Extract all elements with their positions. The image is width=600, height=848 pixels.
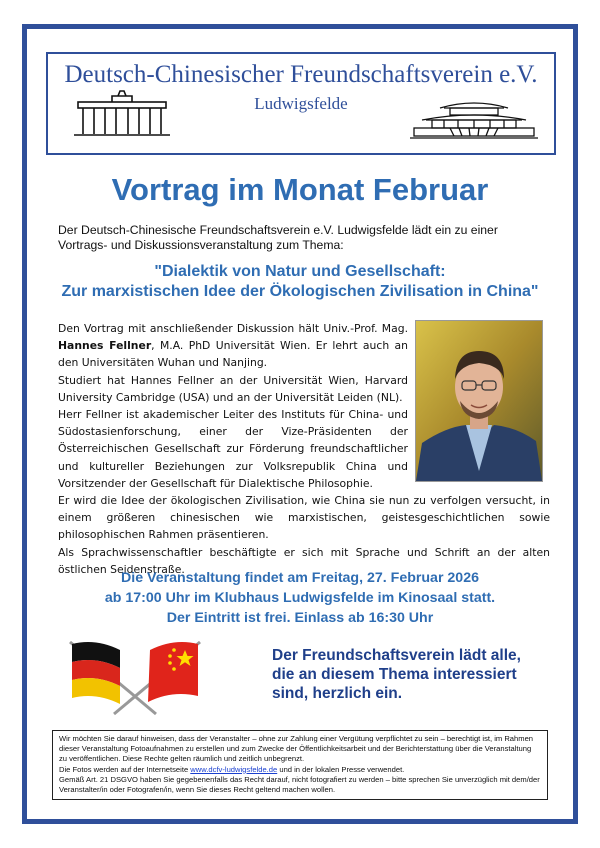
bio-paragraph-3: Herr Fellner ist akademischer Leiter des Instituts für China- und Südostasienforschung, einer der Vize-Präsidenten der Österreichischen Gesellschaft zur Förderung freundschaftlicher und kultureller Beziehungen zur Volksrepublik China und Vorsitzender der Gesellschaft für Dialektische Philosophie. [58,408,408,490]
event-time-location: ab 17:00 Uhr im Klubhaus Ludwigsfelde im Kinosaal statt. [104,590,496,606]
header-banner [46,52,556,155]
bio-paragraph-2: Studiert hat Hannes Fellner an der Universität Wien, Harvard University Cambridge (USA) und an der Universität Leiden (NL). [58,373,408,404]
intro-text: Der Deutsch-Chinesische Freundschaftsverein e.V. Ludwigsfelde lädt ein zu einer Vortrags- und Diskussionsveranstaltung zum Thema: [58,223,498,252]
bio-text: , M.A. PhD Universität Wien. Er lehrt auch an den Universitäten Wuhan und Nanjing. [58,339,408,370]
lecture-topic [40,262,560,302]
notice-paragraph-1: Wir möchten Sie darauf hinweisen, dass der Veranstalter – ohne zur Zahlung einer Vergütung verpflichtet zu sein – berechtigt ist, im Rahmen dieser Veranstaltung Fotoaufnahmen zu erstellen und zum Zwecke der Öffentlichkeitsarbeit und der Berichterstattung über die Veranstaltung zu veröffentlichen. Diese Rechte gelten räumlich und zeitlich unbegrenzt. [59,734,534,764]
bio-paragraph-4: Er wird die Idee der ökologischen Zivilisation, wie China sie nun zu verfolgen versucht, in einem größeren chinesischen wie marxistischen, geistesgeschichtlichen sowie philosophischen Rahmen präsentieren. [58,494,550,542]
notice-text: und in der lokalen Presse verwendet. [277,764,405,774]
website-link[interactable]: www.dcfv-ludwigsfelde.de [190,764,278,774]
photo-notice [52,730,548,800]
bio-paragraph-5: Als Sprachwissenschaftler beschäftigte er sich mit Sprache und Schrift an der alten östlichen Seidenstraße. [58,545,550,576]
notice-paragraph-3: Gemäß Art. 21 DSGVO haben Sie gegebenenfalls das Recht darauf, nicht fotografiert zu werden – bitte sprechen Sie unverzüglich mit dem/der Veranstalter/in oder Fotografen/in, wenn Sie dieses Recht geltend machen wollen. [59,774,540,795]
notice-paragraph-2 [59,765,541,775]
speaker-bio [58,320,550,578]
header-subtitle: Ludwigsfelde [254,94,348,113]
event-date: Die Veranstaltung findet am Freitag, 27. Februar 2026 [121,570,479,586]
event-details [60,568,540,628]
speaker-name: Hannes Fellner [58,339,152,353]
chinese-temple-icon [410,96,538,142]
topic-line-1: "Dialektik von Natur und Gesellschaft: [154,263,446,280]
bio-paragraph-1 [58,320,408,372]
event-admission: Der Eintritt ist frei. Einlass ab 16:30 Uhr [166,610,434,626]
bio-text: Den Vortrag mit anschließender Diskussion hält Univ.-Prof. Mag. [58,322,408,335]
notice-text: Die Fotos werden auf der Internetseite [59,764,191,774]
brandenburg-gate-icon [74,88,170,142]
main-title: Vortrag im Monat Februar [111,172,489,207]
header-title: Deutsch-Chinesischer Freundschaftsverein e.V. [64,61,538,88]
topic-line-2: Zur marxistischen Idee der Ökologischen Zivilisation in China" [61,283,539,300]
invitation-text: Der Freundschaftsverein lädt alle, die an diesem Thema interessiert sind, herzlich ein. [272,647,521,702]
germany-china-flags-icon [60,638,210,716]
